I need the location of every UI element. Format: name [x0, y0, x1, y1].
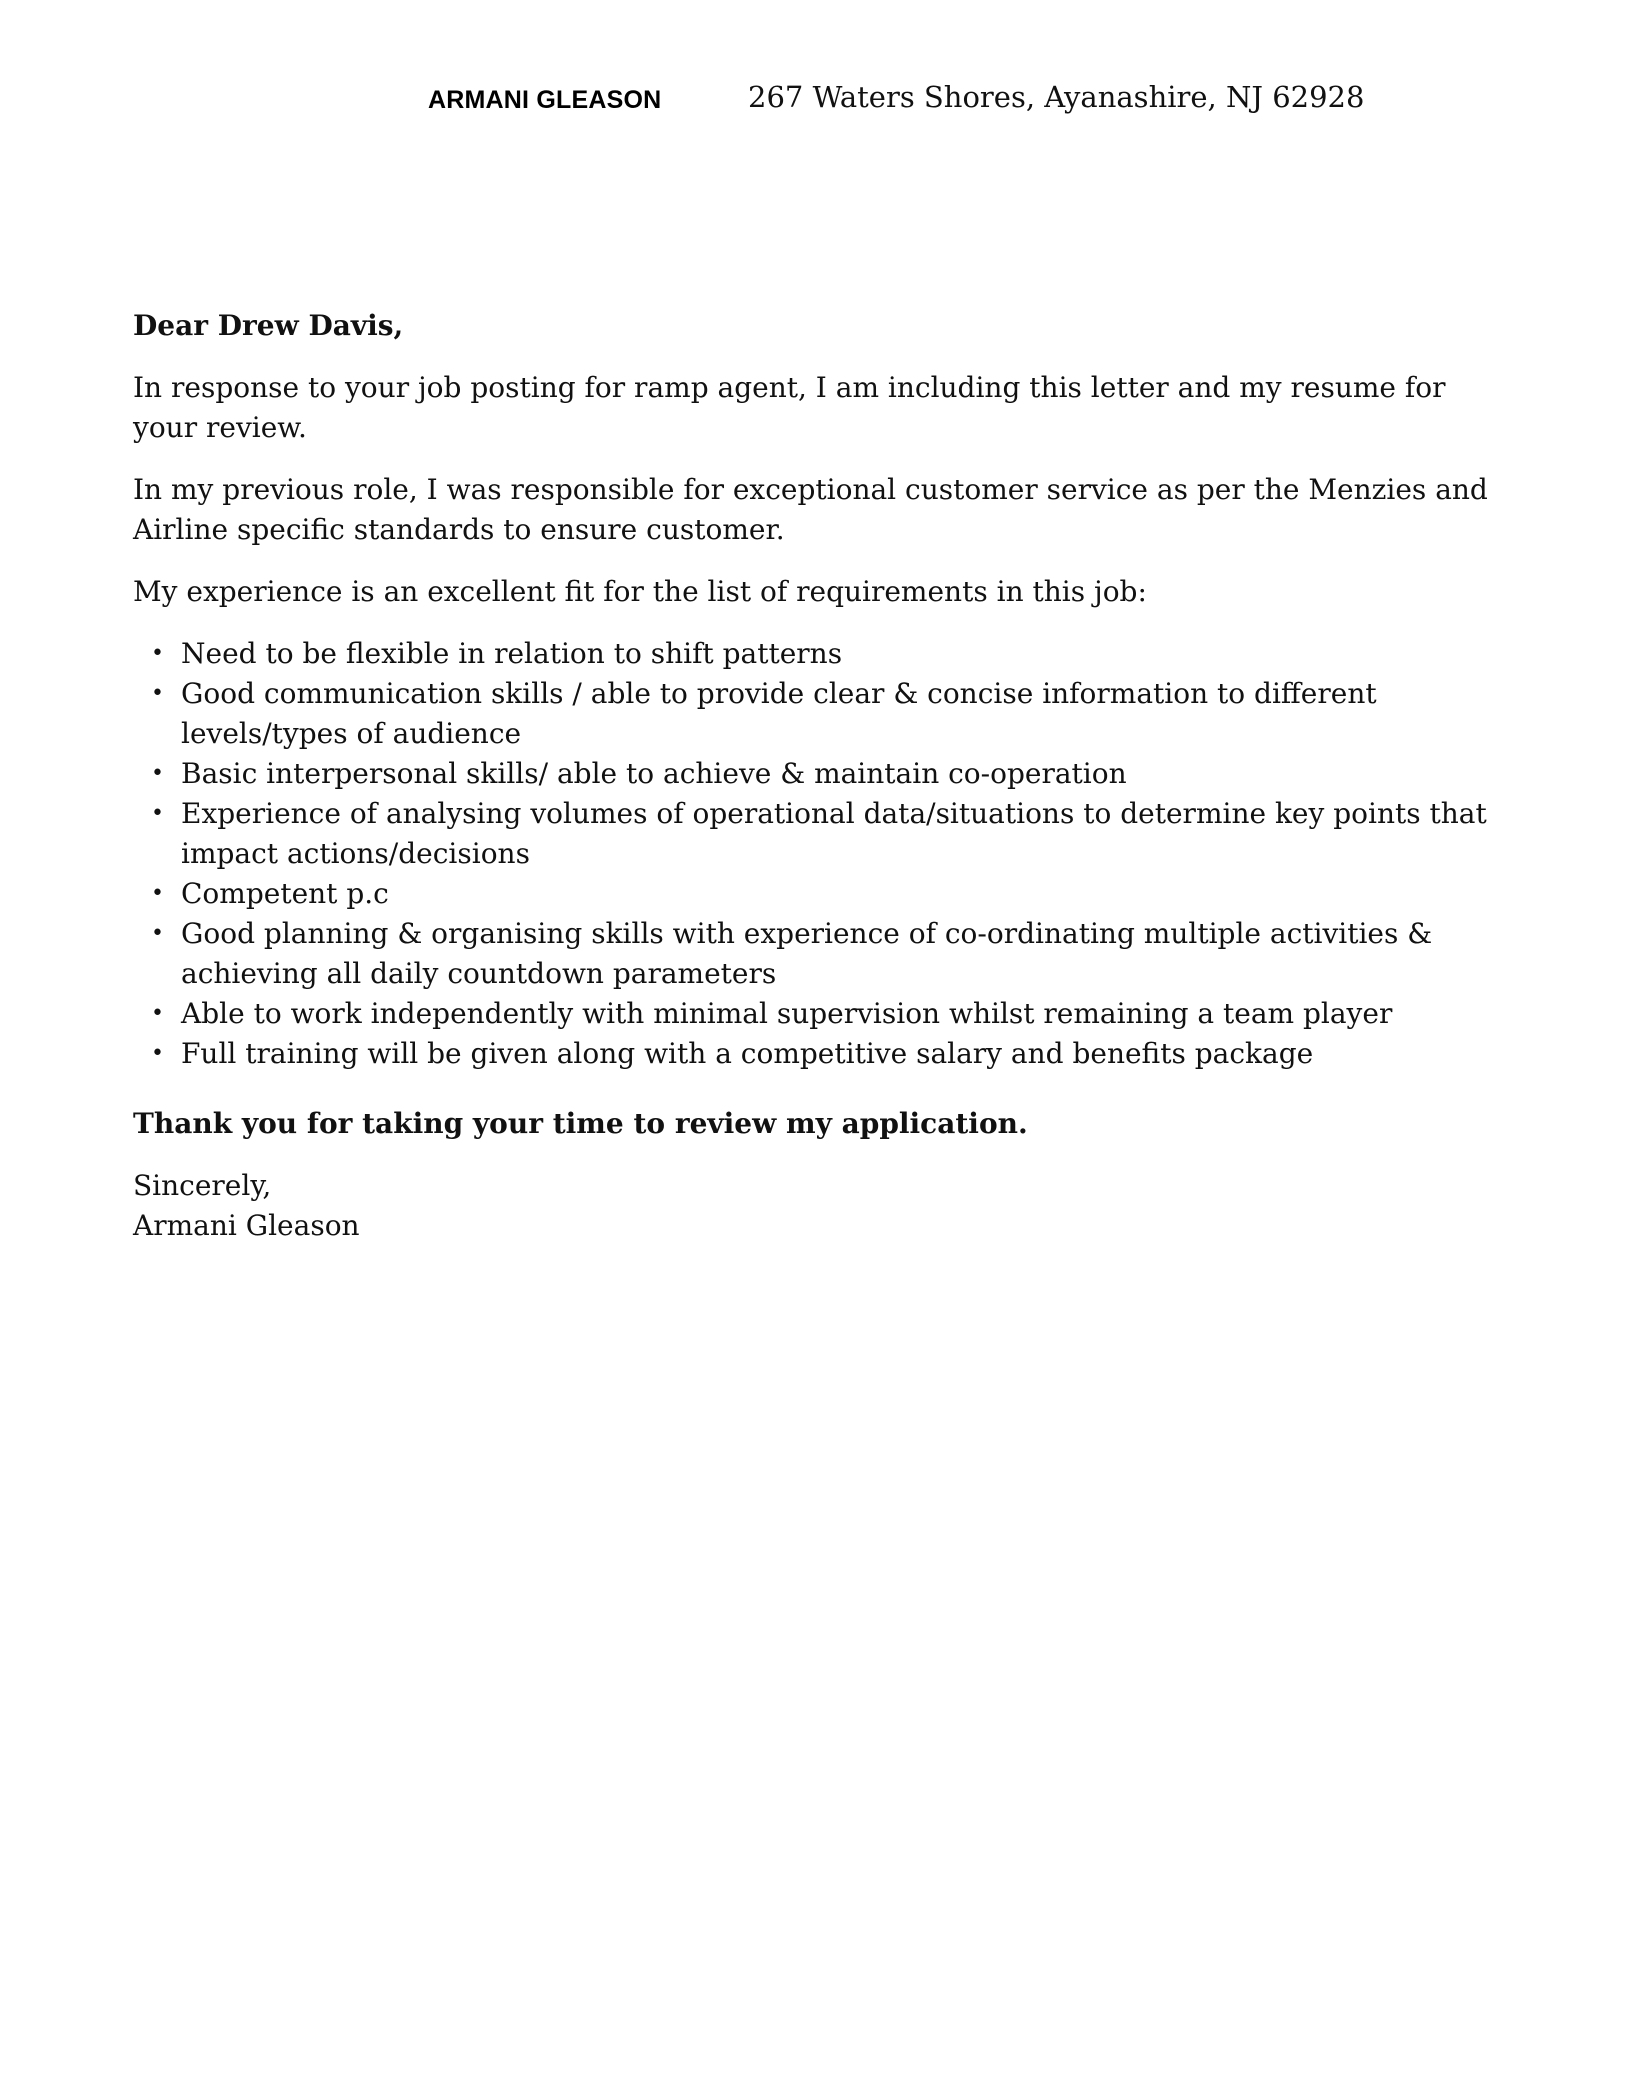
- bullet-icon: •: [151, 761, 164, 786]
- list-item: [151, 754, 1513, 794]
- bullet-icon: •: [151, 921, 164, 946]
- sender-address: 267 Waters Shores, Ayanashire, NJ 62928: [748, 80, 1365, 114]
- thanks-statement: Thank you for taking your time to review my application.: [133, 1107, 1028, 1140]
- previous-role-paragraph: In my previous role, I was responsible for exceptional customer service as per the Menzies and Airline specific standards to ensure customer.: [133, 473, 1488, 546]
- bullet-icon: •: [151, 1041, 164, 1066]
- list-item: [151, 674, 1513, 754]
- bullet-icon: •: [151, 681, 164, 706]
- letter-body: [133, 306, 1513, 1246]
- list-item: [151, 914, 1513, 994]
- requirements-list: [133, 634, 1513, 1074]
- requirement-text: Full training will be given along with a competitive salary and benefits package: [181, 1037, 1314, 1070]
- fit-statement: My experience is an excellent fit for the list of requirements in this job:: [133, 575, 1147, 608]
- sender-name: ARMANI GLEASON: [428, 86, 662, 114]
- bullet-icon: •: [151, 881, 164, 906]
- list-item: [151, 874, 1513, 914]
- signature-name: Armani Gleason: [133, 1209, 360, 1242]
- list-item: [151, 1034, 1513, 1074]
- list-item: [151, 634, 1513, 674]
- letter-header: [0, 80, 1632, 130]
- intro-paragraph: In response to your job posting for ramp agent, I am including this letter and my resume for your review.: [133, 371, 1446, 444]
- bullet-icon: •: [151, 801, 164, 826]
- list-item: [151, 794, 1513, 874]
- requirement-text: Competent p.c: [181, 877, 389, 910]
- requirement-text: Experience of analysing volumes of operational data/situations to determine key points that impact actions/decisions: [181, 797, 1487, 870]
- requirement-text: Able to work independently with minimal supervision whilst remaining a team player: [181, 997, 1393, 1030]
- bullet-icon: •: [151, 1001, 164, 1026]
- signoff: Sincerely,: [133, 1169, 272, 1202]
- requirement-text: Good communication skills / able to provide clear & concise information to different levels/types of audience: [181, 677, 1377, 750]
- requirement-text: Basic interpersonal skills/ able to achieve & maintain co-operation: [181, 757, 1127, 790]
- bullet-icon: •: [151, 641, 164, 666]
- requirement-text: Good planning & organising skills with experience of co-ordinating multiple activities & achieving all daily countdown parameters: [181, 917, 1433, 990]
- requirement-text: Need to be flexible in relation to shift patterns: [181, 637, 843, 670]
- greeting: Dear Drew Davis,: [133, 309, 404, 342]
- list-item: [151, 994, 1513, 1034]
